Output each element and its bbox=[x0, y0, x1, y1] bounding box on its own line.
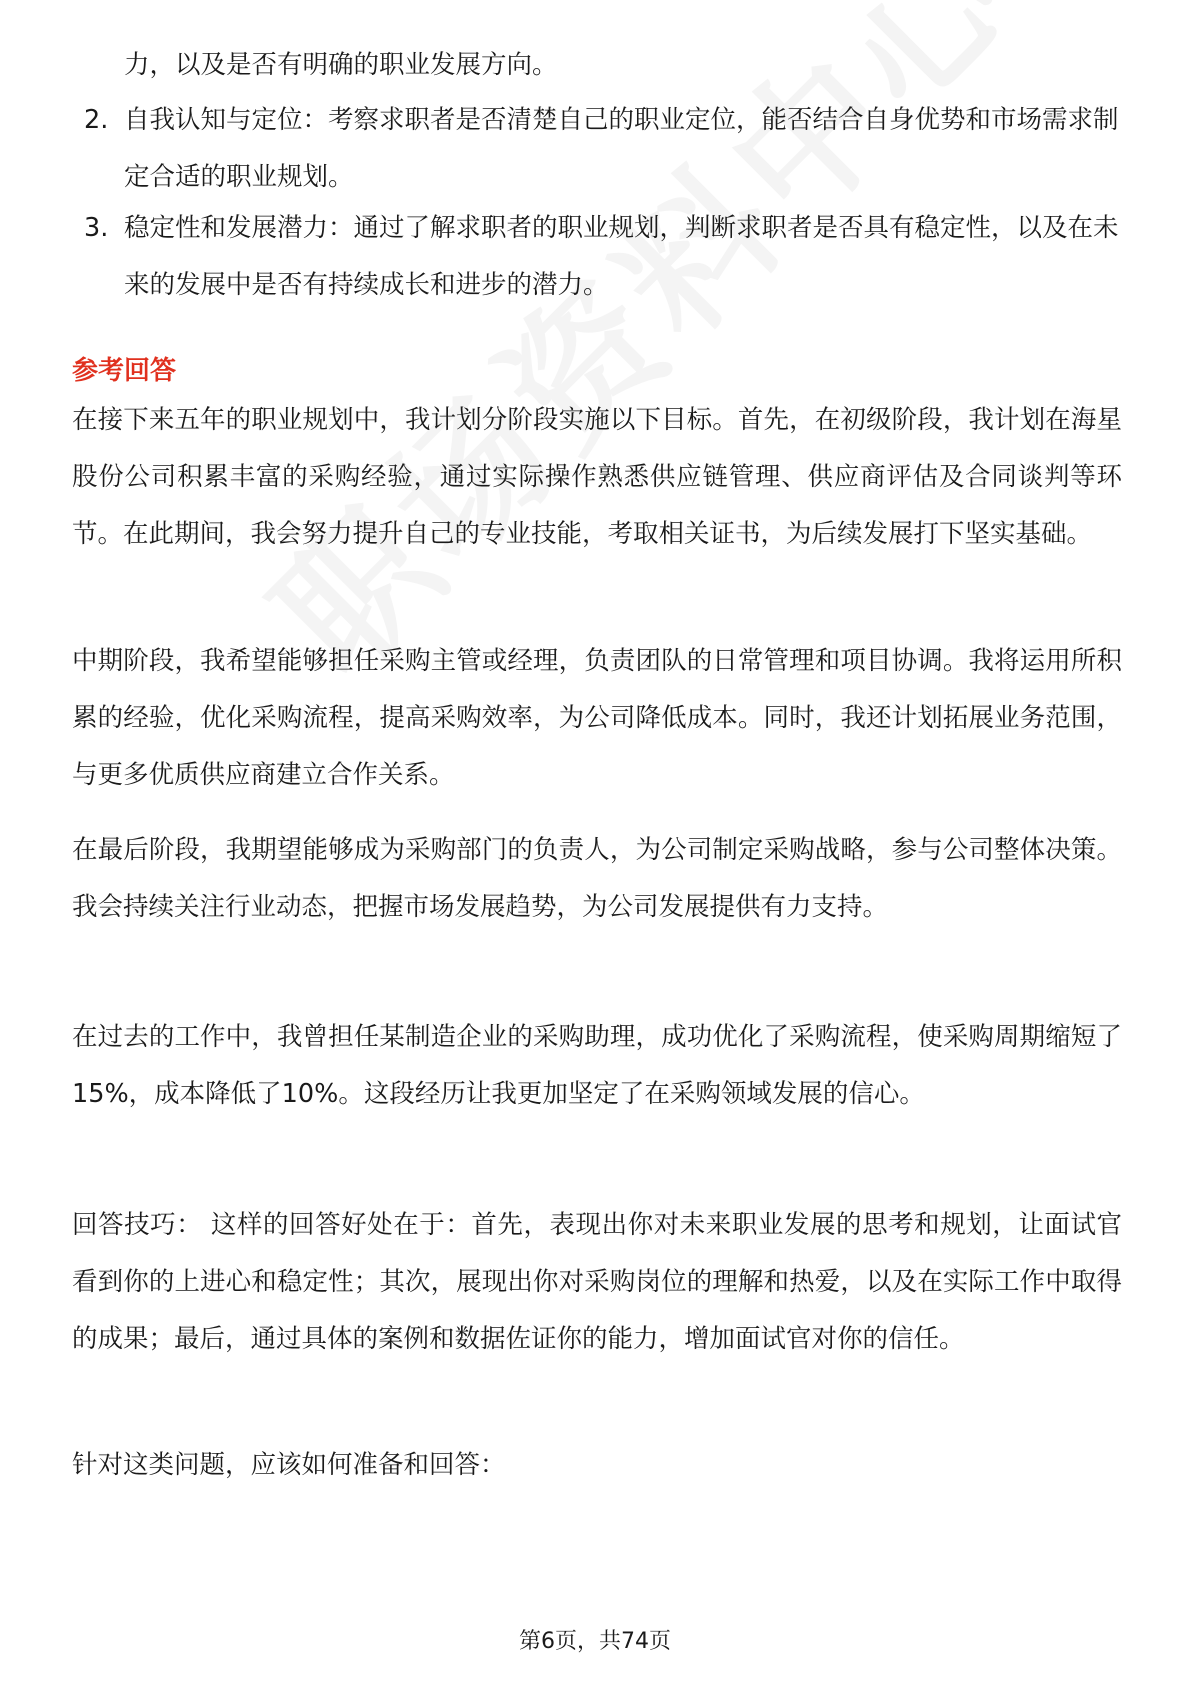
list-item bbox=[72, 200, 1132, 314]
list-item-text: 稳定性和发展潜力：通过了解求职者的职业规划，判断求职者是否具有稳定性，以及在未来的发展中是否有持续成长和进步的潜力。 bbox=[124, 213, 1119, 300]
list-item bbox=[72, 92, 1132, 206]
paragraph-mid-stage: 中期阶段，我希望能够担任采购主管或经理，负责团队的日常管理和项目协调。我将运用所积累的经验，优化采购流程，提高采购效率，为公司降低成本。同时，我还计划拓展业务范围，与更多优质供应商建立合作关系。 bbox=[72, 646, 1122, 790]
paragraph-answer-intro: 在接下来五年的职业规划中，我计划分阶段实施以下目标。首先，在初级阶段，我计划在海星股份公司积累丰富的采购经验，通过实际操作熟悉供应链管理、供应商评估及合同谈判等环节。在此期间，我会努力提升自己的专业技能，考取相关证书，为后续发展打下坚实基础。 bbox=[72, 405, 1122, 549]
page-number: 第6页，共74页 bbox=[519, 1629, 671, 1654]
list-item-text: 自我认知与定位：考察求职者是否清楚自己的职业定位，能否结合自身优势和市场需求制定合适的职业规划。 bbox=[124, 105, 1119, 192]
list-item-continuation: 力，以及是否有明确的职业发展方向。 bbox=[124, 50, 558, 80]
criteria-list bbox=[72, 92, 1132, 314]
list-item-number: 2. bbox=[84, 105, 109, 135]
paragraph-preparation: 针对这类问题，应该如何准备和回答： bbox=[72, 1450, 506, 1480]
section-heading: 参考回答 bbox=[72, 356, 177, 386]
paragraph-answer-tips: 回答技巧： 这样的回答好处在于：首先，表现出你对未来职业发展的思考和规划，让面试官看到你的上进心和稳定性；其次，展现出你对采购岗位的理解和热爱，以及在实际工作中取得的成果；最后，通过具体的案例和数据佐证你的能力，增加面试官对你的信任。 bbox=[72, 1210, 1122, 1354]
paragraph-past-experience: 在过去的工作中，我曾担任某制造企业的采购助理，成功优化了采购流程，使采购周期缩短了15%，成本降低了10%。这段经历让我更加坚定了在采购领域发展的信心。 bbox=[72, 1022, 1122, 1109]
list-item-number: 3. bbox=[84, 213, 109, 243]
paragraph-final-stage: 在最后阶段，我期望能够成为采购部门的负责人，为公司制定采购战略，参与公司整体决策。我会持续关注行业动态，把握市场发展趋势，为公司发展提供有力支持。 bbox=[72, 835, 1122, 922]
